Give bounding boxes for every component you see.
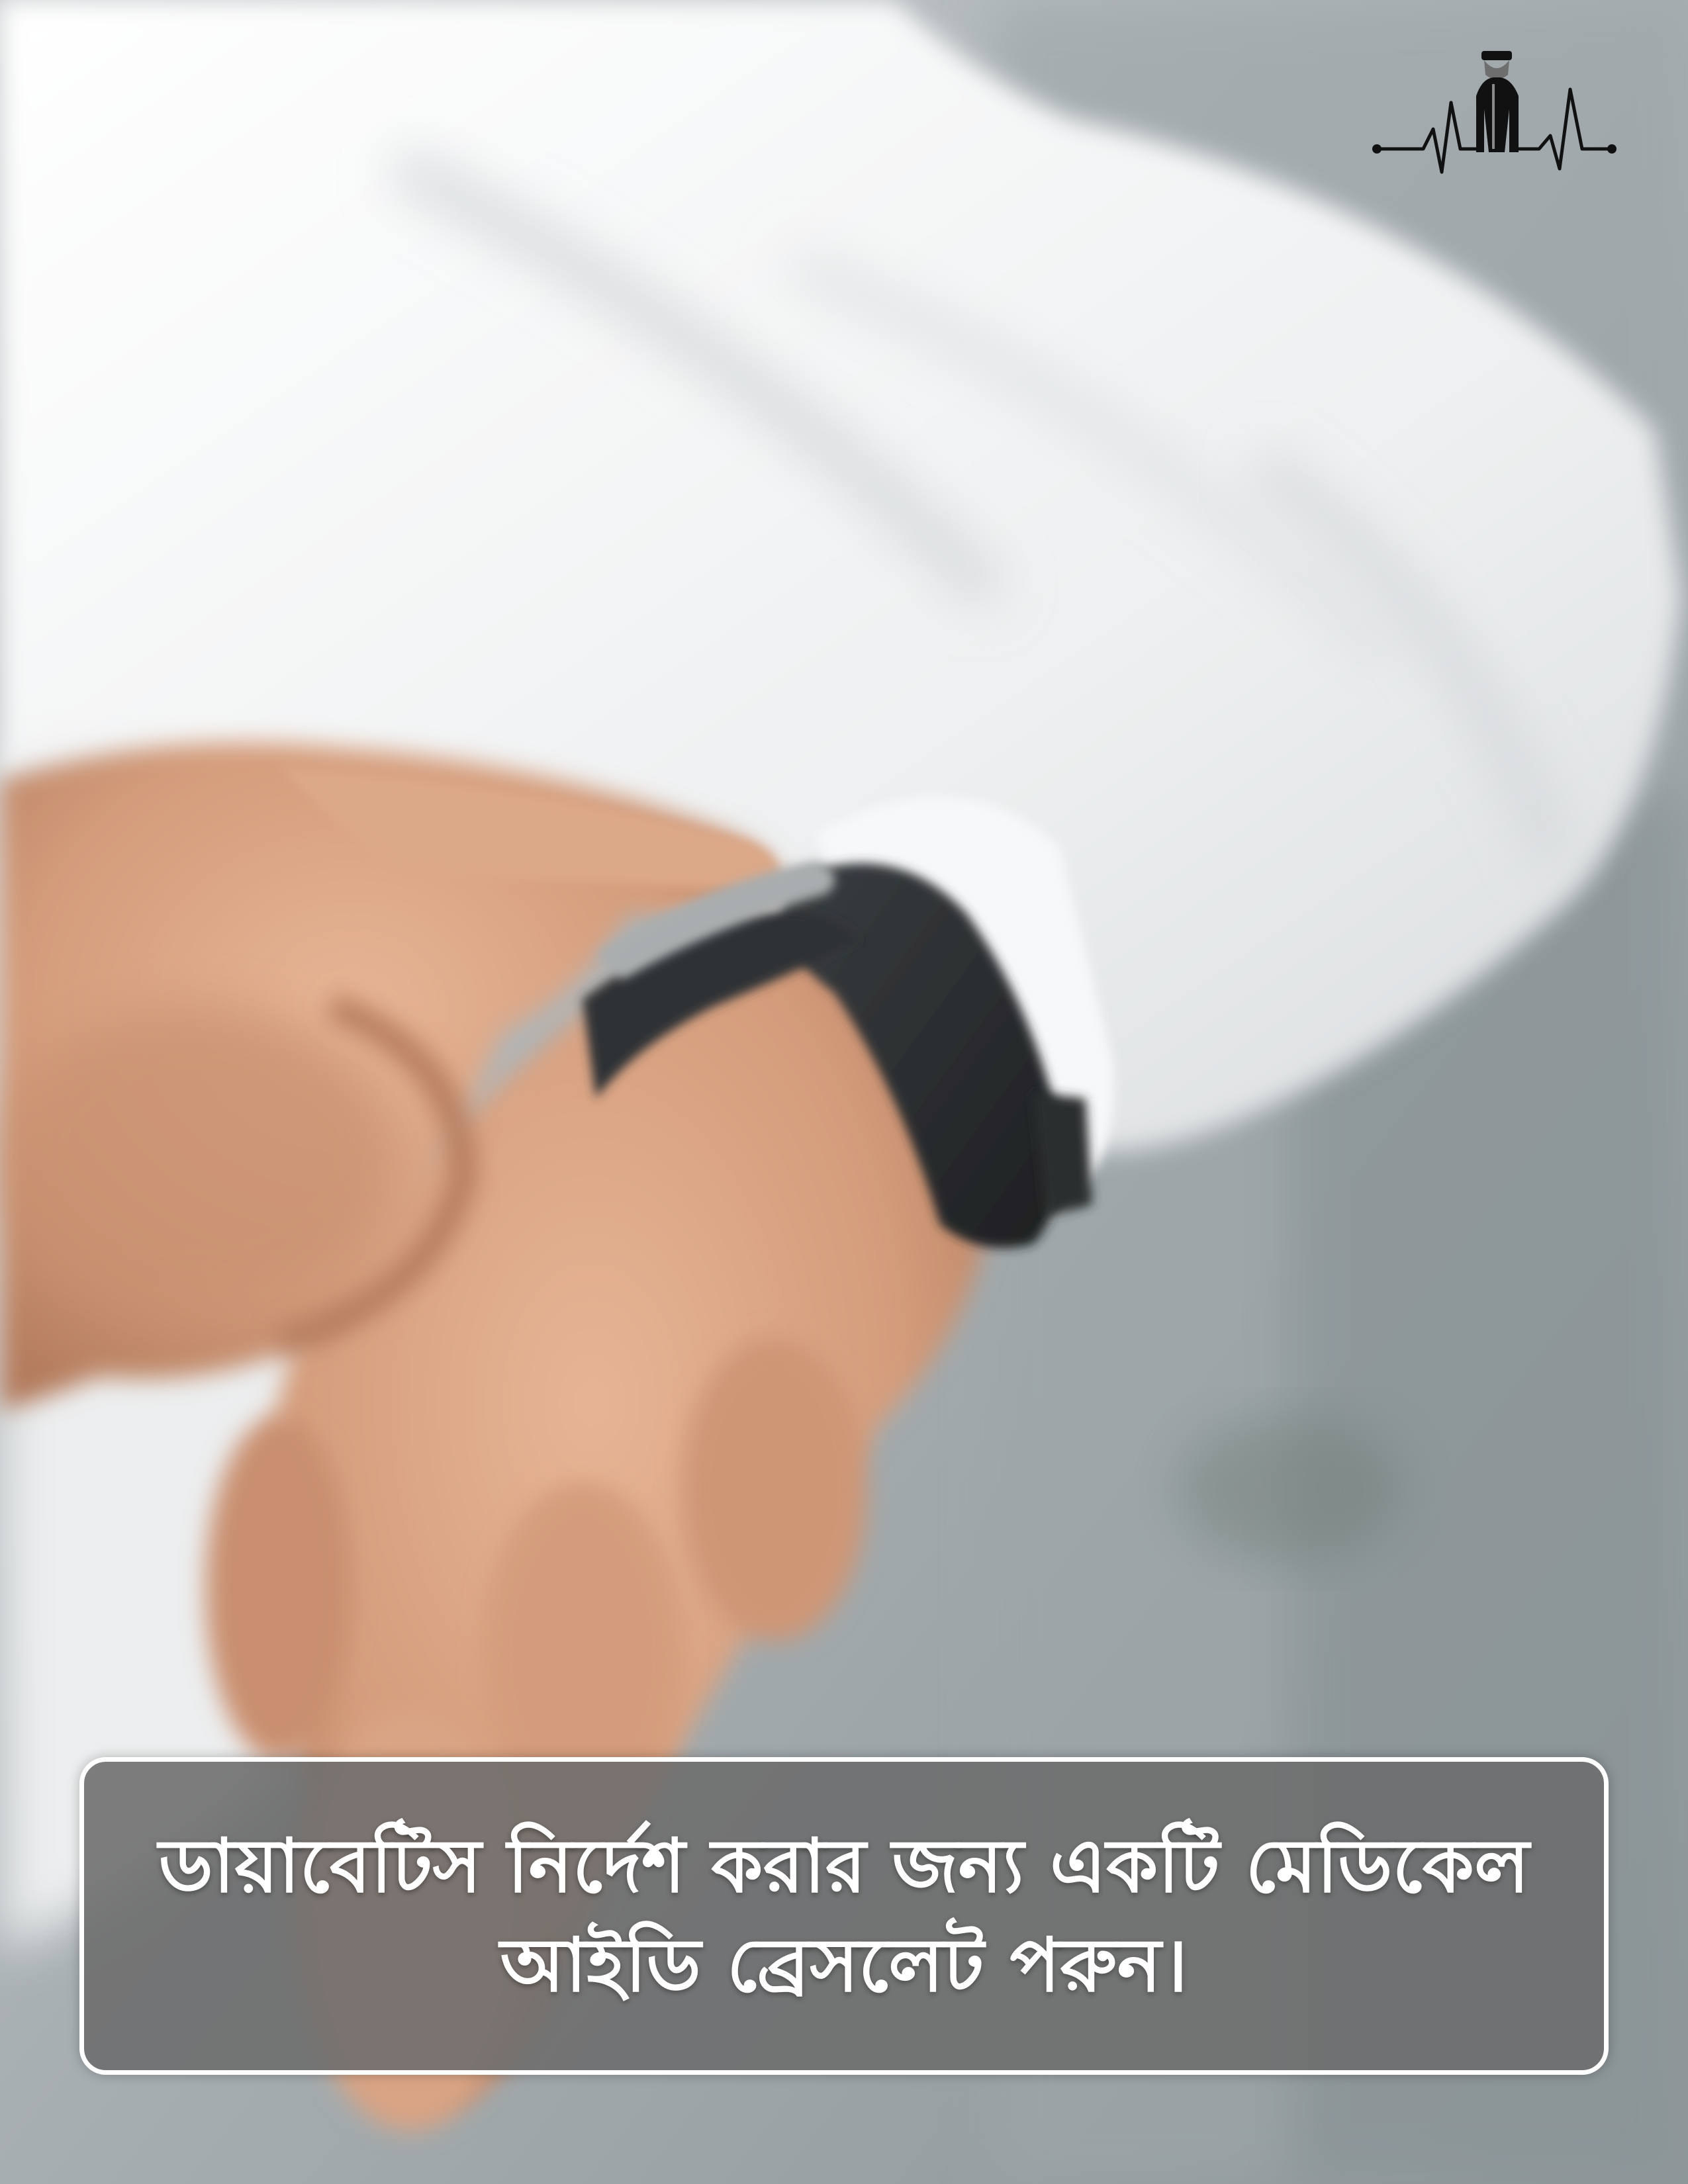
caption-text: ডায়াবেটিস নির্দেশ করার জন্য একটি মেডিকেল আইডি ব্রেসলেট পরুন। [158, 1823, 1530, 2009]
doctor-heartbeat-logo-icon [1364, 36, 1628, 182]
caption-box [79, 1757, 1609, 2075]
